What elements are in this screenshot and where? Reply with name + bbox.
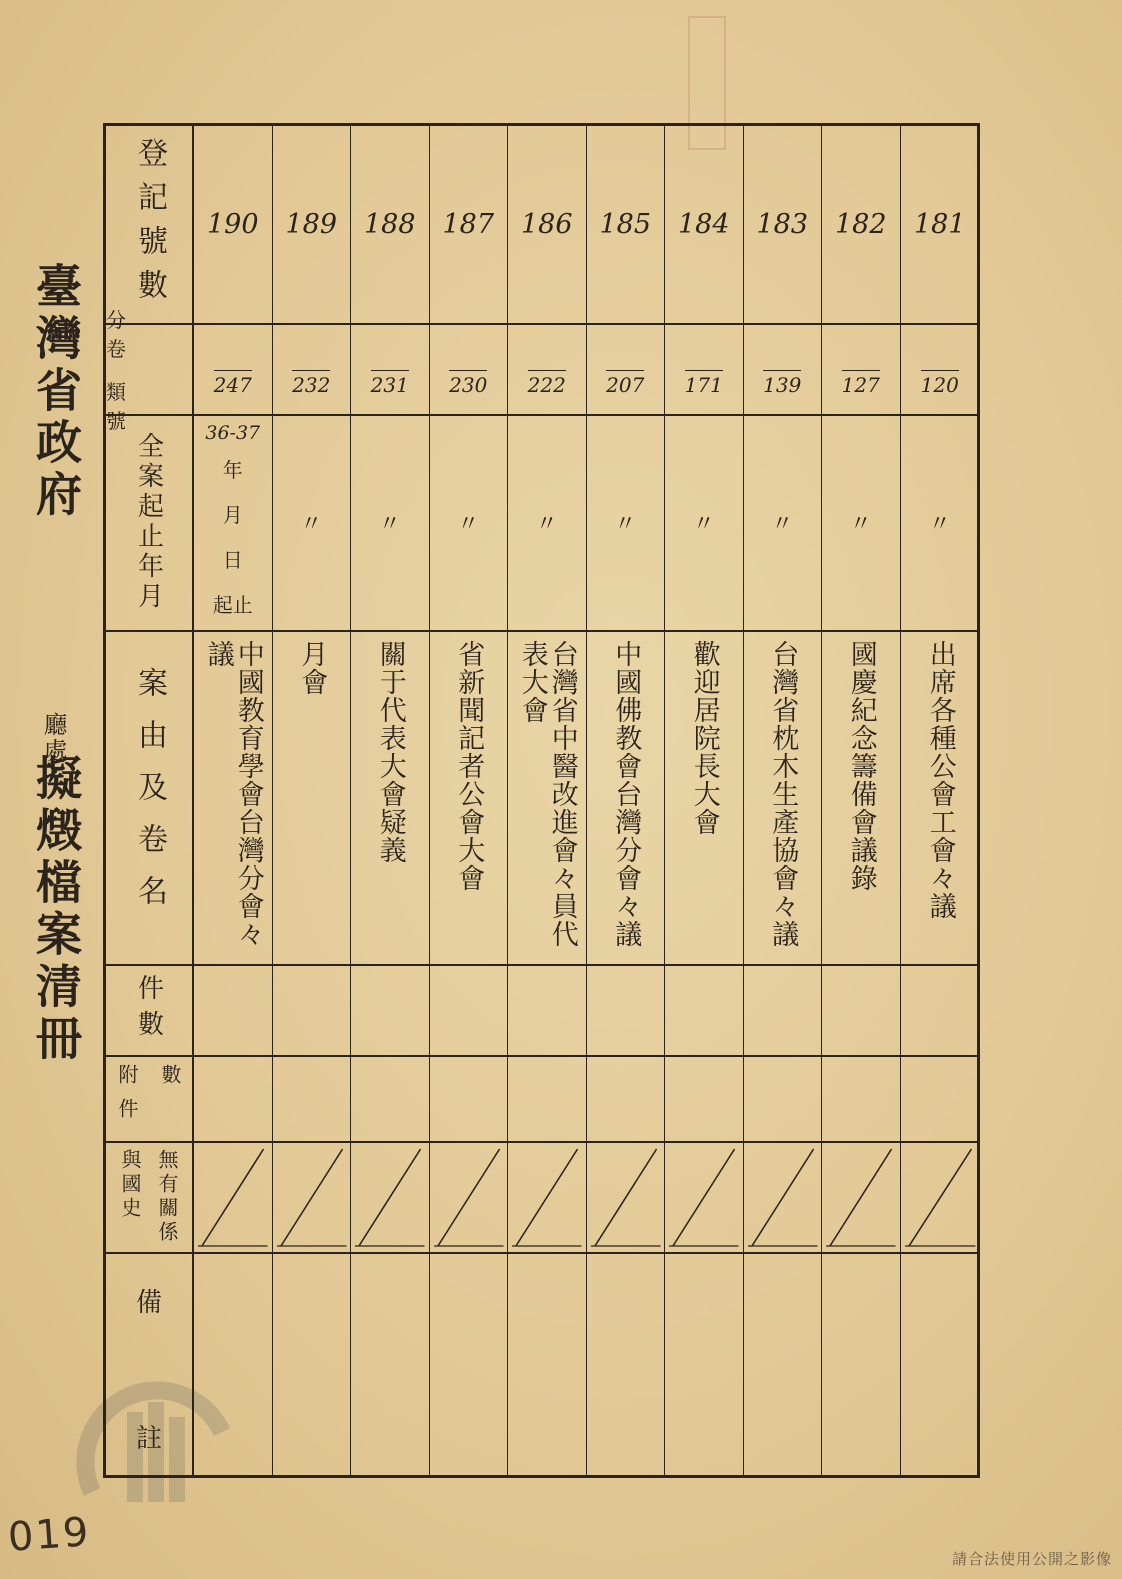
form-title: 擬燬檔案清冊 xyxy=(29,754,83,1066)
remarks-cell xyxy=(351,1252,430,1475)
attachment-cell xyxy=(822,1055,901,1141)
ditto-mark: 〃 xyxy=(300,511,323,537)
vol-cat-value: 127 xyxy=(842,370,880,397)
vol-cat-cell xyxy=(273,323,352,414)
reg-no-value: 186 xyxy=(520,209,573,240)
reg-no-cell xyxy=(508,126,587,323)
ditto-mark: 〃 xyxy=(771,511,794,537)
strike-diagonal xyxy=(822,1141,900,1252)
strike-diagonal xyxy=(508,1141,586,1252)
count-cell xyxy=(273,964,352,1055)
attachment-cell xyxy=(430,1055,509,1141)
subject-value: 台灣省中醫改進會々員代表大會 xyxy=(516,640,578,948)
vol-cat-value: 120 xyxy=(921,370,959,397)
subject-value: 月會 xyxy=(296,640,328,696)
vol-cat-value: 232 xyxy=(292,370,330,397)
date-range-detail xyxy=(205,414,260,626)
history-cell xyxy=(508,1141,587,1252)
vol-cat-cell xyxy=(194,323,273,414)
date-unit-label: 日 xyxy=(222,548,243,572)
reg-no-value: 184 xyxy=(677,209,730,240)
ditto-mark: 〃 xyxy=(928,511,951,537)
strike-diagonal xyxy=(351,1141,429,1252)
count-cell xyxy=(822,964,901,1055)
date-range-cell xyxy=(430,414,509,630)
ditto-mark: 〃 xyxy=(614,511,637,537)
reg-no-value: 181 xyxy=(913,209,966,240)
count-cell xyxy=(430,964,509,1055)
history-cell xyxy=(665,1141,744,1252)
date-range-cell xyxy=(273,414,352,630)
ditto-mark: 〃 xyxy=(535,511,558,537)
header-history: 無有關係 與國史 xyxy=(106,1141,194,1252)
vol-cat-cell xyxy=(430,323,509,414)
vol-cat-value: 230 xyxy=(449,370,487,397)
count-cell xyxy=(587,964,666,1055)
strike-diagonal xyxy=(665,1141,743,1252)
count-cell xyxy=(194,964,273,1055)
date-range-cell xyxy=(744,414,823,630)
unit-label: 廳處 xyxy=(39,712,67,764)
ditto-mark: 〃 xyxy=(378,511,401,537)
count-cell xyxy=(508,964,587,1055)
subject-cell xyxy=(822,630,901,964)
subject-cell xyxy=(665,630,744,964)
subject-value: 歡迎居院長大會 xyxy=(688,640,720,836)
strike-diagonal xyxy=(273,1141,351,1252)
date-range-cell xyxy=(665,414,744,630)
remarks-cell xyxy=(822,1252,901,1475)
record-table xyxy=(103,123,980,1478)
header-reg-no: 登記號數 xyxy=(106,126,194,323)
subject-value: 台灣省枕木生產協會々議 xyxy=(767,640,799,948)
org-title: 臺灣省政府 xyxy=(29,262,83,522)
remarks-cell xyxy=(744,1252,823,1475)
attachment-cell xyxy=(273,1055,352,1141)
row-attachments xyxy=(106,1055,977,1143)
remarks-cell xyxy=(273,1252,352,1475)
subject-value: 中國教育學會台灣分會々議 xyxy=(202,640,264,948)
header-date-range: 全案起止年月 xyxy=(106,414,194,630)
subject-cell xyxy=(744,630,823,964)
remarks-cell xyxy=(901,1252,980,1475)
row-date-range xyxy=(106,414,977,632)
vol-cat-cell xyxy=(665,323,744,414)
remarks-cell xyxy=(587,1252,666,1475)
remarks-cell xyxy=(508,1252,587,1475)
count-cell xyxy=(901,964,980,1055)
date-range-cell xyxy=(901,414,980,630)
date-unit-label: 月 xyxy=(222,503,243,527)
strike-diagonal xyxy=(194,1141,272,1252)
remarks-cell xyxy=(430,1252,509,1475)
reg-no-value: 190 xyxy=(206,209,259,240)
remarks-cell xyxy=(665,1252,744,1475)
date-range-cell xyxy=(351,414,430,630)
reg-no-value: 187 xyxy=(442,209,495,240)
vol-cat-cell xyxy=(744,323,823,414)
row-reg-no xyxy=(106,126,977,325)
strike-diagonal xyxy=(587,1141,665,1252)
vol-cat-value: 207 xyxy=(606,370,644,397)
attachment-cell xyxy=(901,1055,980,1141)
header-subject: 案由及卷名 xyxy=(106,630,194,964)
history-cell xyxy=(744,1141,823,1252)
vol-cat-value: 231 xyxy=(371,370,409,397)
period-value: 36-37 xyxy=(205,422,261,444)
attachment-cell xyxy=(744,1055,823,1141)
reg-no-cell xyxy=(273,126,352,323)
vol-cat-value: 139 xyxy=(763,370,801,397)
strike-diagonal xyxy=(901,1141,980,1252)
reg-no-cell xyxy=(901,126,980,323)
row-remarks xyxy=(106,1252,977,1475)
subject-value: 出席各種公會工會々議 xyxy=(924,640,956,920)
subject-cell xyxy=(587,630,666,964)
attachment-cell xyxy=(351,1055,430,1141)
subject-value: 省新聞記者公會大會 xyxy=(453,640,485,892)
date-range-cell xyxy=(587,414,666,630)
header-attachments: 數 附件 xyxy=(106,1055,194,1141)
header-vol-cat: 分卷 類號 xyxy=(106,323,194,414)
subject-cell xyxy=(194,630,273,964)
date-range-cell xyxy=(194,414,273,630)
attachment-cell xyxy=(587,1055,666,1141)
reg-no-cell xyxy=(194,126,273,323)
strike-diagonal xyxy=(744,1141,822,1252)
attachment-cell xyxy=(665,1055,744,1141)
row-history xyxy=(106,1141,977,1254)
history-cell xyxy=(901,1141,980,1252)
vol-cat-cell xyxy=(351,323,430,414)
header-count: 件數 xyxy=(106,964,194,1055)
reg-no-cell xyxy=(430,126,509,323)
count-cell xyxy=(351,964,430,1055)
date-unit-label: 年 xyxy=(222,458,243,482)
vol-cat-cell xyxy=(587,323,666,414)
page-number: 019 xyxy=(6,1509,92,1561)
subject-value: 國慶紀念籌備會議錄 xyxy=(845,640,877,892)
vol-cat-cell xyxy=(901,323,980,414)
ditto-mark: 〃 xyxy=(849,511,872,537)
ditto-mark: 〃 xyxy=(692,511,715,537)
reg-no-value: 183 xyxy=(756,209,809,240)
subject-cell xyxy=(901,630,980,964)
subject-value: 中國佛教會台灣分會々議 xyxy=(610,640,642,948)
history-cell xyxy=(351,1141,430,1252)
history-cell xyxy=(273,1141,352,1252)
date-unit-label: 起止 xyxy=(212,593,253,617)
ditto-mark: 〃 xyxy=(457,511,480,537)
subject-cell xyxy=(351,630,430,964)
count-cell xyxy=(744,964,823,1055)
remarks-cell xyxy=(194,1252,273,1475)
subject-cell xyxy=(273,630,352,964)
history-cell xyxy=(822,1141,901,1252)
reg-no-value: 189 xyxy=(285,209,338,240)
vol-cat-value: 171 xyxy=(685,370,723,397)
attachment-cell xyxy=(194,1055,273,1141)
reg-no-cell xyxy=(351,126,430,323)
reg-no-cell xyxy=(665,126,744,323)
vol-cat-cell xyxy=(822,323,901,414)
history-cell xyxy=(587,1141,666,1252)
vol-cat-value: 222 xyxy=(528,370,566,397)
vol-cat-value: 247 xyxy=(214,370,252,397)
count-cell xyxy=(665,964,744,1055)
history-cell xyxy=(194,1141,273,1252)
footer-note: 請合法使用公開之影像 xyxy=(951,1550,1112,1568)
reg-no-value: 182 xyxy=(834,209,887,240)
attachment-cell xyxy=(508,1055,587,1141)
vol-cat-cell xyxy=(508,323,587,414)
history-cell xyxy=(430,1141,509,1252)
subject-cell xyxy=(430,630,509,964)
subject-cell xyxy=(508,630,587,964)
reg-no-value: 188 xyxy=(363,209,416,240)
reg-no-cell xyxy=(744,126,823,323)
strike-diagonal xyxy=(430,1141,508,1252)
reg-no-cell xyxy=(822,126,901,323)
date-range-cell xyxy=(508,414,587,630)
row-subject xyxy=(106,630,977,966)
reg-no-value: 185 xyxy=(599,209,652,240)
header-remarks: 備 註 xyxy=(106,1252,194,1475)
date-range-cell xyxy=(822,414,901,630)
subject-value: 關于代表大會疑義 xyxy=(374,640,406,864)
row-count xyxy=(106,964,977,1057)
reg-no-cell xyxy=(587,126,666,323)
